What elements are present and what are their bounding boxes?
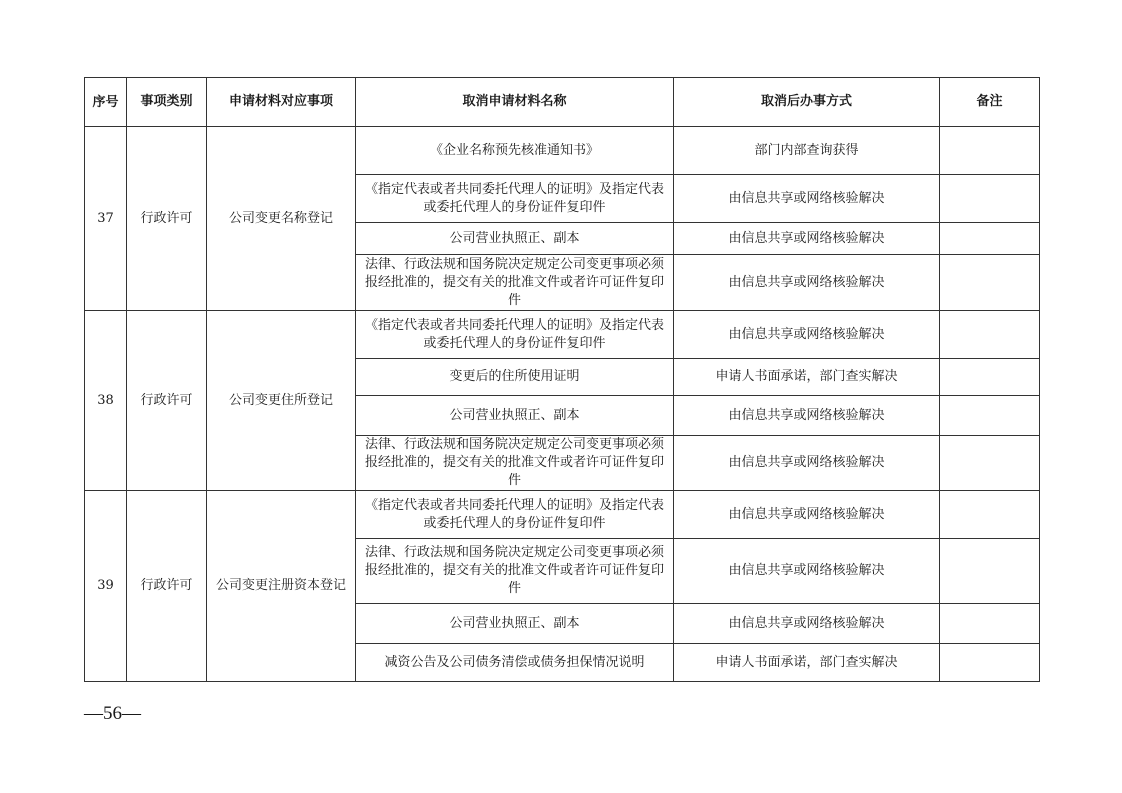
application-item-cell: 公司变更名称登记	[207, 127, 356, 311]
header-cancelled-material: 取消申请材料名称	[356, 78, 674, 127]
material-cell: 《指定代表或者共同委托代理人的证明》及指定代表或委托代理人的身份证件复印件	[356, 311, 674, 359]
material-cell: 减资公告及公司债务清偿或债务担保情况说明	[356, 644, 674, 682]
serial-number-cell: 37	[85, 127, 127, 311]
material-cell: 公司营业执照正、副本	[356, 604, 674, 644]
material-cell: 《指定代表或者共同委托代理人的证明》及指定代表或委托代理人的身份证件复印件	[356, 175, 674, 223]
remark-cell	[940, 359, 1040, 396]
method-cell: 由信息共享或网络核验解决	[674, 436, 940, 491]
header-serial-number: 序号	[85, 78, 127, 127]
method-cell: 由信息共享或网络核验解决	[674, 604, 940, 644]
category-cell: 行政许可	[127, 127, 207, 311]
remark-cell	[940, 396, 1040, 436]
page-number: —56—	[84, 703, 141, 724]
remark-cell	[940, 436, 1040, 491]
remark-cell	[940, 644, 1040, 682]
method-cell: 由信息共享或网络核验解决	[674, 396, 940, 436]
remark-cell	[940, 223, 1040, 255]
method-cell: 由信息共享或网络核验解决	[674, 311, 940, 359]
material-cell: 法律、行政法规和国务院决定规定公司变更事项必须报经批准的，提交有关的批准文件或者许可证件复印件	[356, 436, 674, 491]
application-item-cell: 公司变更注册资本登记	[207, 491, 356, 682]
method-cell: 由信息共享或网络核验解决	[674, 255, 940, 311]
serial-number-cell: 38	[85, 311, 127, 491]
table-row	[85, 127, 1040, 175]
remark-cell	[940, 255, 1040, 311]
remark-cell	[940, 127, 1040, 175]
table-header-row	[85, 78, 1040, 127]
material-cell: 《企业名称预先核准通知书》	[356, 127, 674, 175]
remark-cell	[940, 311, 1040, 359]
remark-cell	[940, 491, 1040, 539]
category-cell: 行政许可	[127, 311, 207, 491]
header-handling-method: 取消后办事方式	[674, 78, 940, 127]
material-cell: 公司营业执照正、副本	[356, 223, 674, 255]
method-cell: 由信息共享或网络核验解决	[674, 539, 940, 604]
remark-cell	[940, 604, 1040, 644]
material-cell: 变更后的住所使用证明	[356, 359, 674, 396]
material-cell: 公司营业执照正、副本	[356, 396, 674, 436]
remark-cell	[940, 175, 1040, 223]
table-row	[85, 491, 1040, 539]
application-item-cell: 公司变更住所登记	[207, 311, 356, 491]
header-application-item: 申请材料对应事项	[207, 78, 356, 127]
method-cell: 部门内部查询获得	[674, 127, 940, 175]
serial-number-cell: 39	[85, 491, 127, 682]
method-cell: 由信息共享或网络核验解决	[674, 491, 940, 539]
category-cell: 行政许可	[127, 491, 207, 682]
cancelled-materials-table	[84, 77, 1040, 682]
method-cell: 由信息共享或网络核验解决	[674, 223, 940, 255]
method-cell: 申请人书面承诺，部门查实解决	[674, 644, 940, 682]
header-remark: 备注	[940, 78, 1040, 127]
remark-cell	[940, 539, 1040, 604]
method-cell: 申请人书面承诺，部门查实解决	[674, 359, 940, 396]
material-cell: 《指定代表或者共同委托代理人的证明》及指定代表或委托代理人的身份证件复印件	[356, 491, 674, 539]
table-row	[85, 311, 1040, 359]
header-category: 事项类别	[127, 78, 207, 127]
method-cell: 由信息共享或网络核验解决	[674, 175, 940, 223]
material-cell: 法律、行政法规和国务院决定规定公司变更事项必须报经批准的，提交有关的批准文件或者许可证件复印件	[356, 539, 674, 604]
material-cell: 法律、行政法规和国务院决定规定公司变更事项必须报经批准的，提交有关的批准文件或者许可证件复印件	[356, 255, 674, 311]
